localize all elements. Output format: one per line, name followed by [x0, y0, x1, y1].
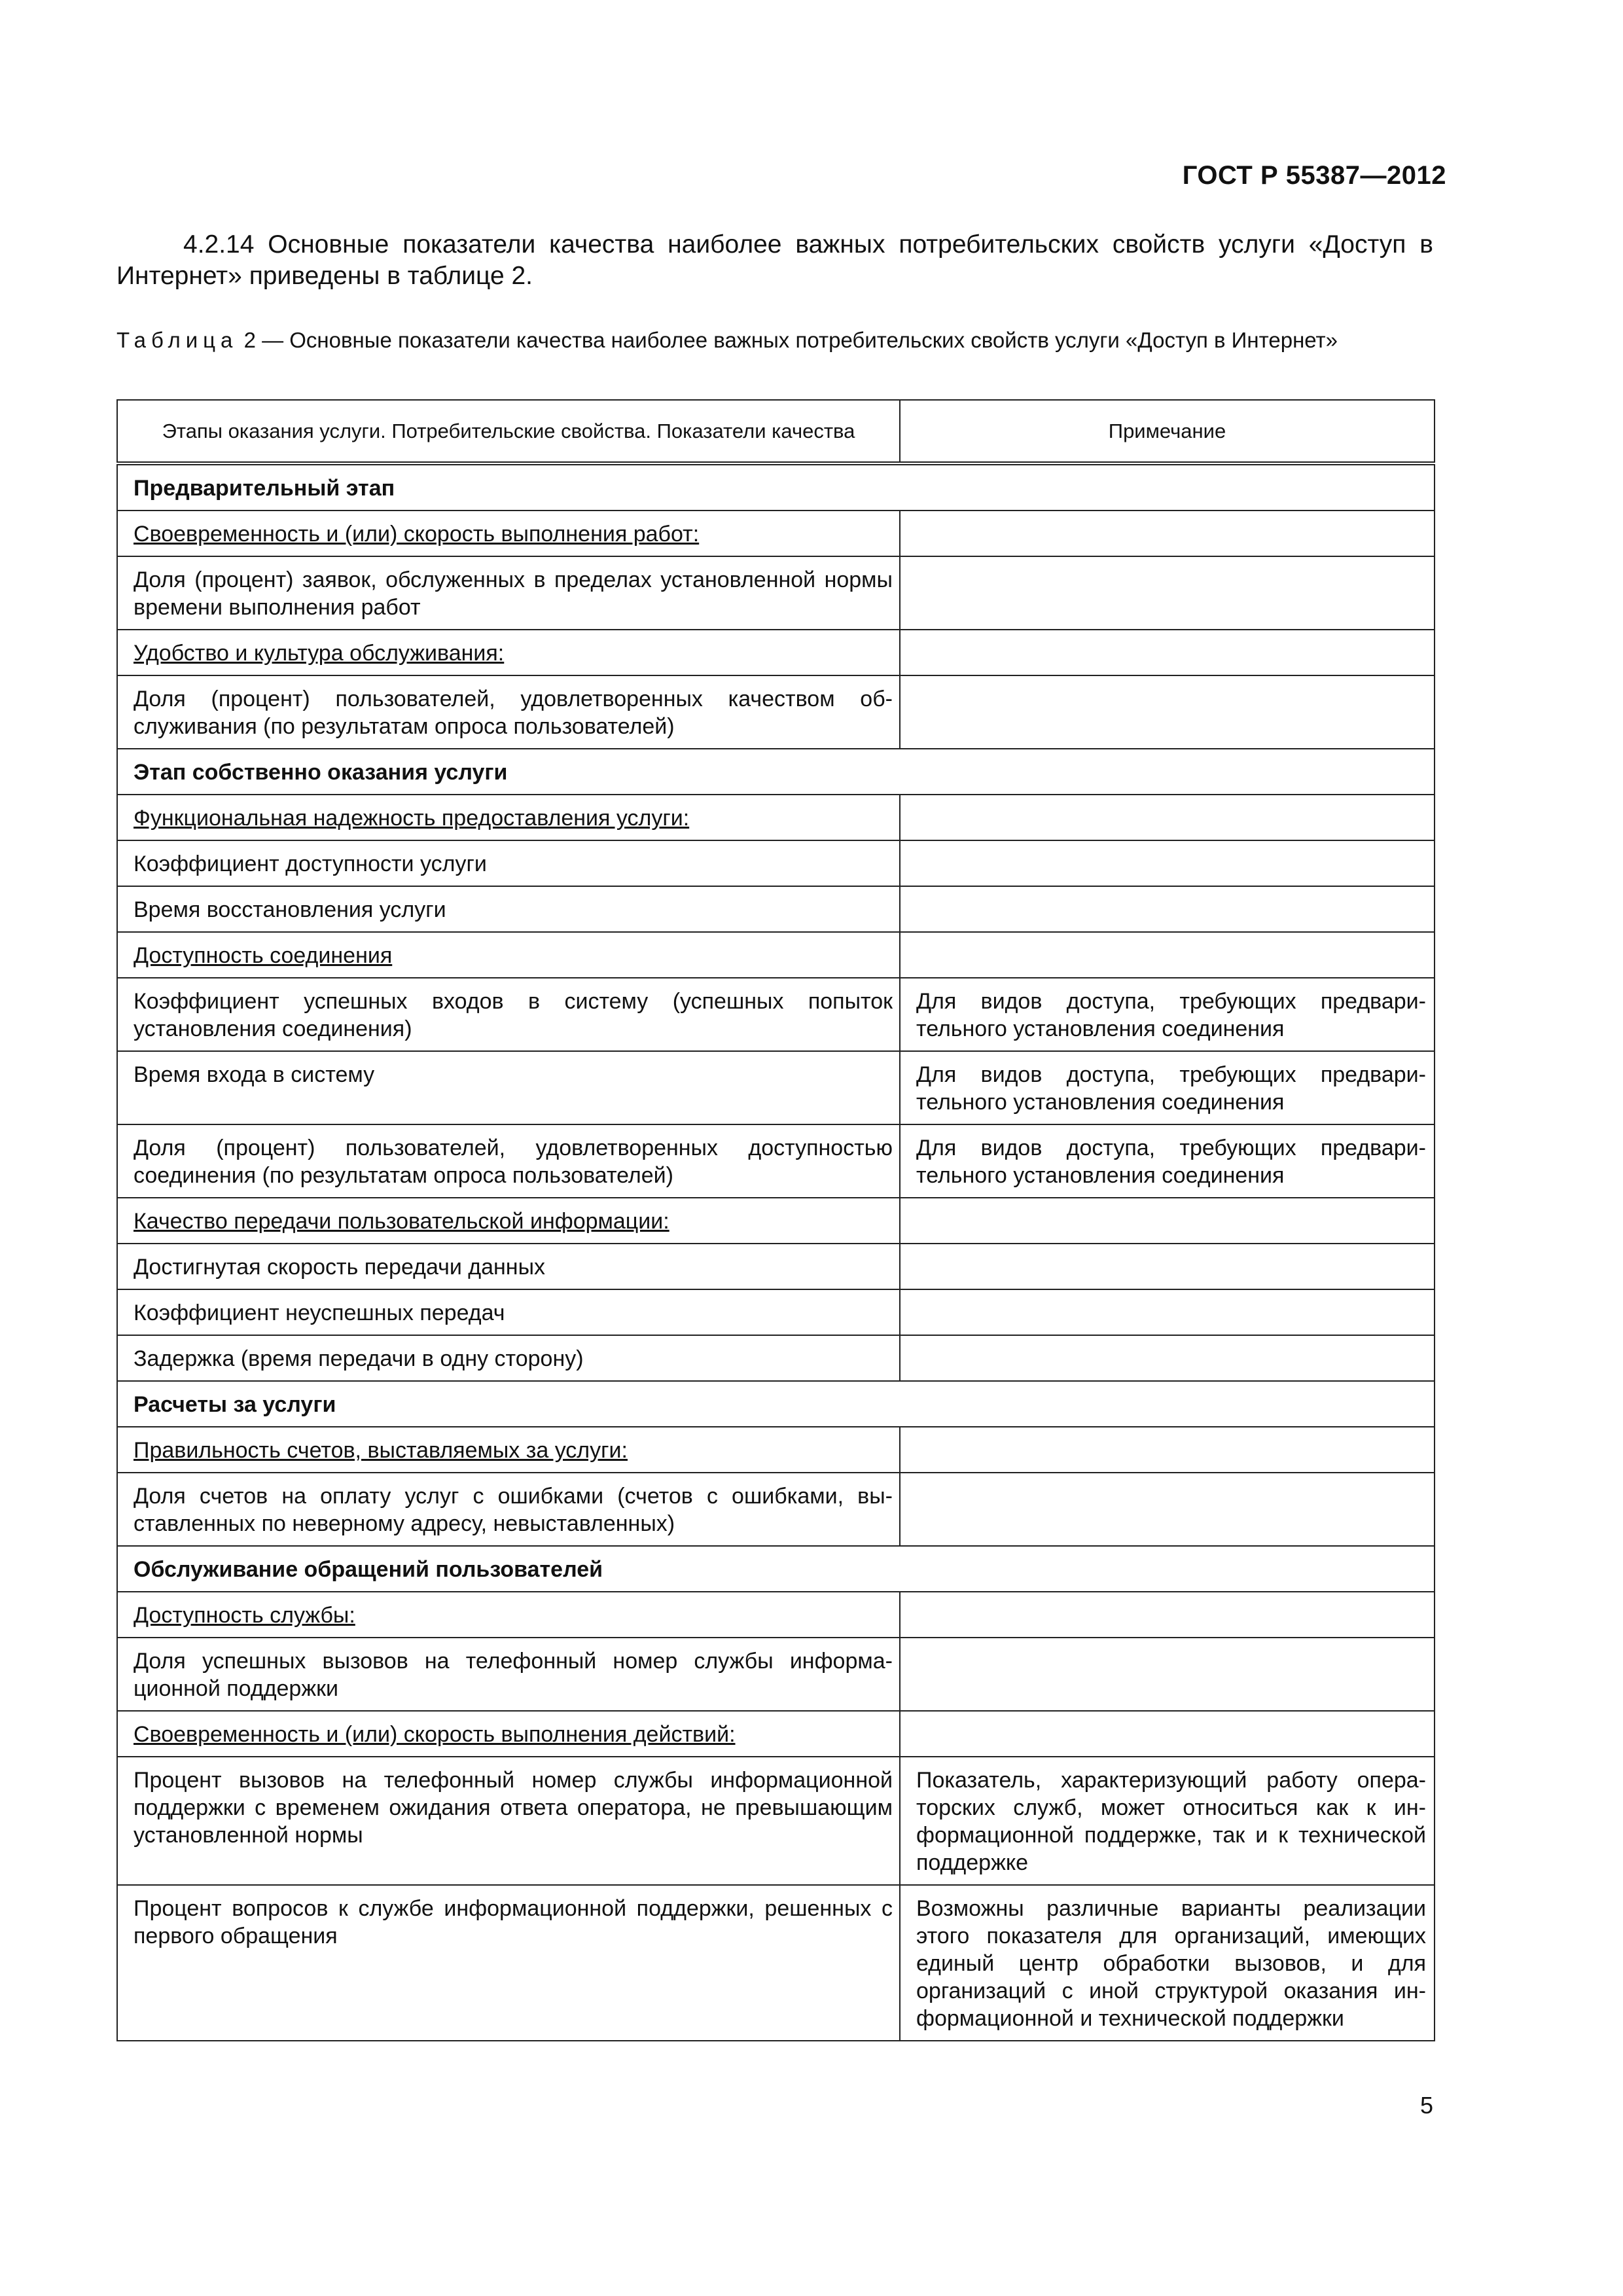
criterion-row [117, 795, 1435, 840]
criterion-cell: Своевременность и (или) скорость выполнения работ: [117, 511, 900, 556]
table-caption [116, 326, 1433, 354]
section-title: Расчеты за услуги [117, 1381, 1435, 1427]
note-cell [900, 1638, 1435, 1711]
section-title: Обслуживание обращений пользователей [117, 1546, 1435, 1592]
criterion-row [117, 932, 1435, 978]
indicator-row [117, 1757, 1435, 1885]
indicator-row [117, 1244, 1435, 1289]
indicator-cell: Доля (процент) пользователей, удовлетворенных доступностью соединения (по результатам опроса пользователей) [117, 1124, 900, 1198]
criterion-cell: Качество передачи пользовательской информации: [117, 1198, 900, 1244]
indicator-cell: Коэффициент неуспешных передач [117, 1289, 900, 1335]
table-header-row [117, 400, 1435, 463]
note-cell [900, 795, 1435, 840]
note-cell [900, 630, 1435, 675]
section-title: Предварительный этап [117, 463, 1435, 511]
note-cell [900, 1289, 1435, 1335]
indicator-cell: Доля счетов на оплату услуг с ошибками (счетов с ошибками, выставленных по неверному адресу, невыставленных) [117, 1473, 900, 1546]
indicator-row [117, 1051, 1435, 1124]
indicator-cell: Задержка (время передачи в одну сторону) [117, 1335, 900, 1381]
note-cell: Возможны различные варианты реализации этого показателя для организаций, имеющих единый центр обработки вызовов, и для организаций с иной структурой оказания информационной и технической поддержки [900, 1885, 1435, 2041]
column-header-stages: Этапы оказания услуги. Потребительские свойства. Показатели качества [117, 400, 900, 463]
criterion-cell: Своевременность и (или) скорость выполнения действий: [117, 1711, 900, 1757]
note-cell: Для видов доступа, требующих предварительного установления соединения [900, 978, 1435, 1051]
section-row [117, 749, 1435, 795]
indicator-row [117, 886, 1435, 932]
table-body [117, 463, 1435, 2041]
indicator-cell: Доля (процент) заявок, обслуженных в пределах установленной нормы времени выполнения работ [117, 556, 900, 630]
note-cell [900, 1711, 1435, 1757]
indicator-row [117, 1638, 1435, 1711]
indicator-cell: Время входа в систему [117, 1051, 900, 1124]
criterion-row [117, 1198, 1435, 1244]
table-caption-text: 2 — Основные показатели качества наиболее важных потребительских свойств услуги «Доступ в Интернет» [243, 328, 1338, 352]
indicator-cell: Доля успешных вызовов на телефонный номер службы информационной поддержки [117, 1638, 900, 1711]
section-row [117, 463, 1435, 511]
criterion-cell: Доступность службы: [117, 1592, 900, 1638]
indicator-row [117, 675, 1435, 749]
indicator-cell: Коэффициент доступности услуги [117, 840, 900, 886]
note-cell [900, 932, 1435, 978]
note-cell [900, 1427, 1435, 1473]
table-caption-label: Таблица [116, 328, 238, 352]
note-cell [900, 886, 1435, 932]
note-cell [900, 1244, 1435, 1289]
indicator-row [117, 1885, 1435, 2041]
indicator-cell: Доля (процент) пользователей, удовлетворенных качеством обслуживания (по результатам опроса пользователей) [117, 675, 900, 749]
indicator-cell: Процент вопросов к службе информационной поддержки, решенных с первого обращения [117, 1885, 900, 2041]
column-header-note: Примечание [900, 400, 1435, 463]
indicator-row [117, 1124, 1435, 1198]
note-cell [900, 1335, 1435, 1381]
intro-paragraph: 4.2.14 Основные показатели качества наиболее важных потребительских свойств услуги «Доступ в Интернет» приведены в таблице 2. [116, 230, 1433, 290]
note-cell [900, 1473, 1435, 1546]
criterion-row [117, 1427, 1435, 1473]
criterion-row [117, 511, 1435, 556]
criterion-row [117, 1592, 1435, 1638]
indicator-cell: Достигнутая скорость передачи данных [117, 1244, 900, 1289]
indicator-row [117, 840, 1435, 886]
indicator-cell: Коэффициент успешных входов в систему (успешных попыток установления соединения) [117, 978, 900, 1051]
criterion-row [117, 1711, 1435, 1757]
section-row [117, 1381, 1435, 1427]
note-cell: Показатель, характеризующий работу операторских служб, может относиться как к информационной поддержке, так и к технической поддержке [900, 1757, 1435, 1885]
criterion-cell: Функциональная надежность предоставления услуги: [117, 795, 900, 840]
page-number: 5 [1419, 2092, 1433, 2119]
indicator-cell: Время восстановления услуги [117, 886, 900, 932]
section-title: Этап собственно оказания услуги [117, 749, 1435, 795]
document-code: ГОСТ Р 55387—2012 [1182, 161, 1446, 190]
indicator-row [117, 1335, 1435, 1381]
note-cell [900, 840, 1435, 886]
indicator-cell: Процент вызовов на телефонный номер службы информационной поддержки с временем ожидания ответа оператора, не превышающим установленной нормы [117, 1757, 900, 1885]
note-cell [900, 675, 1435, 749]
indicator-row [117, 556, 1435, 630]
quality-indicators-table [116, 399, 1435, 2041]
note-cell: Для видов доступа, требующих предварительного установления соединения [900, 1051, 1435, 1124]
indicator-row [117, 1473, 1435, 1546]
criterion-row [117, 630, 1435, 675]
note-cell [900, 1592, 1435, 1638]
criterion-cell: Доступность соединения [117, 932, 900, 978]
note-cell [900, 511, 1435, 556]
note-cell [900, 1198, 1435, 1244]
section-row [117, 1546, 1435, 1592]
criterion-cell: Удобство и культура обслуживания: [117, 630, 900, 675]
indicator-row [117, 1289, 1435, 1335]
indicator-row [117, 978, 1435, 1051]
criterion-cell: Правильность счетов, выставляемых за услуги: [117, 1427, 900, 1473]
note-cell [900, 556, 1435, 630]
note-cell: Для видов доступа, требующих предварительного установления соединения [900, 1124, 1435, 1198]
